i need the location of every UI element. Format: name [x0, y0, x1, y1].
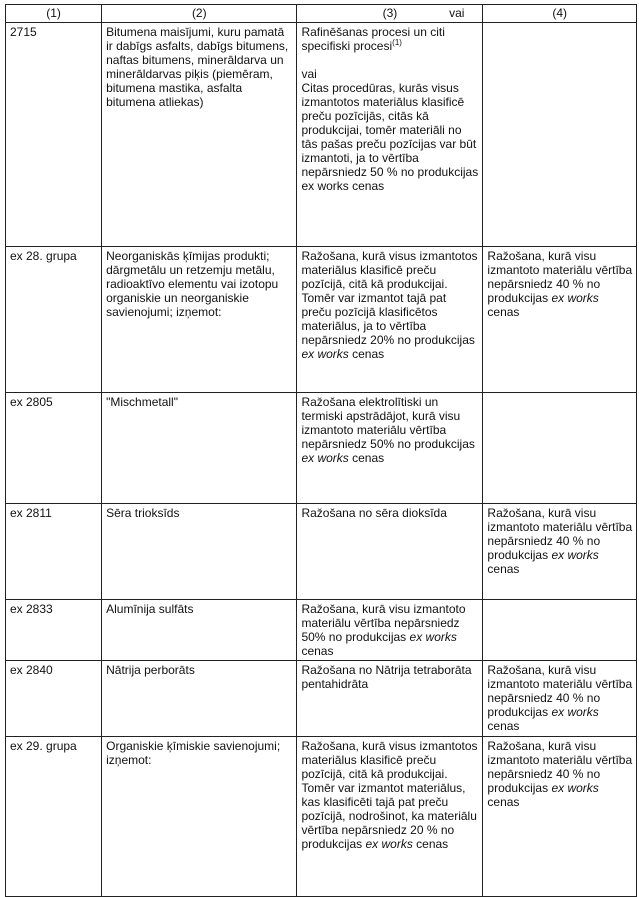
or-text: vai [301, 67, 317, 81]
col3-text: Ražošana, kurā visus izmantotos materiālus klasificē preču pozīcijā, citā kā produkcijai. Tomēr var izmantot tajā pat preču pozīcijā klasificētos materiālus, ja to vērtība nepārsniedz 20% no produkcijas [301, 249, 478, 347]
footnote-marker: (1) [392, 38, 402, 47]
description-text: Sēra trioksīds [106, 506, 180, 520]
code-text: ex 2811 [10, 506, 52, 520]
header-label: (4) [552, 6, 568, 20]
working-col3 [297, 600, 483, 661]
table-row [6, 393, 637, 504]
product-description [102, 504, 297, 600]
table-row [6, 600, 637, 661]
italic-text: ex works [551, 291, 599, 305]
working-col4 [483, 661, 637, 737]
header-row [6, 5, 637, 23]
product-description [102, 661, 297, 737]
code-text: ex 2840 [10, 663, 53, 677]
table-row [6, 737, 637, 897]
working-col4 [483, 247, 637, 393]
rules-table [5, 4, 637, 897]
italic-text: ex works [551, 781, 599, 795]
col3-text: Citas procedūras, kurās visus izmantotos materiālus klasificē preču pozīcijās, citās kā produkcijai, tomēr materiāli no tās pašas preču pozīcijas var būt izmantoti, ja to vērtība nepārsniedz 50 % no produkcijas ex works cenas [301, 81, 479, 193]
or-label: vai [449, 6, 465, 20]
col4-text: Ražošana, kurā visu izmantoto materiālu vērtība nepārsniedz 40 % no produkcijas [487, 739, 633, 795]
header-label: (2) [191, 6, 207, 20]
col3-text: Ražošana no Nātrija tetraborāta pentahidrāta [301, 663, 472, 691]
table-row [6, 661, 637, 737]
col3-text: Ražošana elektrolītiski un termiski apstrādājot, kurā visu izmantoto materiālu vērtība nepārsniedz 50% no produkcijas [301, 395, 475, 451]
header-label: (1) [46, 6, 61, 20]
header-col2 [102, 5, 297, 23]
product-description [102, 737, 297, 897]
working-col4 [483, 504, 637, 600]
description-text: Organiskie ķīmiskie savienojumi; izņemot: [106, 739, 281, 767]
italic-text: ex works [301, 451, 349, 465]
heading-code [6, 661, 102, 737]
col4-text: Ražošana, kurā visu izmantoto materiālu vērtība nepārsniedz 40 % no produkcijas [487, 249, 633, 305]
code-text: ex 2833 [10, 602, 53, 616]
col3-text: Ražošana, kurā visu izmantoto materiālu vērtība nepārsniedz 50% no produkcijas [301, 602, 466, 644]
col4-text: cenas [487, 305, 520, 319]
header-col1 [6, 5, 102, 23]
heading-code [6, 600, 102, 661]
col3-text: Ražošana, kurā visus izmantotos materiālus klasificē preču pozīcijā, citā kā produkcijai. Tomēr var izmantot materiālus, kas klasificēti tajā pat preču pozīcijā, nodrošinot, ka materiālu vērtība nepārsniedz 20 % no produkcijas [301, 739, 478, 851]
header-label: (3) [382, 6, 398, 20]
italic-text: ex works [409, 630, 457, 644]
col3-text: Ražošana no sēra dioksīda [301, 506, 447, 520]
italic-text: ex works [551, 548, 599, 562]
code-text: ex 2805 [10, 395, 53, 409]
product-description [102, 23, 297, 247]
product-description [102, 600, 297, 661]
description-text: Bitumena maisījumi, kuru pamatā ir dabīgs asfalts, dabīgs bitumens, naftas bitumens, minerāldarva un minerāldarvas piķis (piemēram, bitumena mastika, asfalta bitumena atliekas) [106, 25, 289, 109]
col4-text: cenas [487, 562, 520, 576]
col3-text: Rafinēšanas procesi un citi specifiski procesi [301, 25, 445, 53]
col3-text: cenas [348, 451, 385, 465]
italic-text: ex works [301, 347, 349, 361]
table-row [6, 23, 637, 247]
working-col3 [297, 393, 483, 504]
working-col3 [297, 247, 483, 393]
col4-text: cenas [487, 795, 520, 809]
description-text: Neorganiskās ķīmijas produkti; dārgmetālu un retzemju metālu, radioaktīvo elementu vai izotopu organiskie un neorganiskie savienojumi; izņemot: [106, 249, 279, 319]
heading-code [6, 247, 102, 393]
heading-code [6, 23, 102, 247]
italic-text: ex works [365, 837, 413, 851]
heading-code [6, 393, 102, 504]
header-col3 [297, 5, 483, 23]
col4-text: Ražošana, kurā visu izmantoto materiālu vērtība nepārsniedz 40 % no produkcijas [487, 506, 633, 562]
working-col3 [297, 504, 483, 600]
working-col4 [483, 600, 637, 661]
working-col4 [483, 393, 637, 504]
working-col3 [297, 23, 483, 247]
col3-text: cenas [301, 644, 334, 658]
working-col3 [297, 737, 483, 897]
italic-text: ex works [551, 705, 599, 719]
col3-text: cenas [412, 837, 449, 851]
working-col4 [483, 737, 637, 897]
code-text: ex 29. grupa [10, 739, 77, 753]
product-description [102, 393, 297, 504]
code-text: 2715 [10, 25, 37, 39]
description-text: Alumīnija sulfāts [106, 602, 194, 616]
table-row [6, 504, 637, 600]
code-text: ex 28. grupa [10, 249, 77, 263]
product-description [102, 247, 297, 393]
header-col4 [483, 5, 637, 23]
col3-text: cenas [348, 347, 385, 361]
heading-code [6, 504, 102, 600]
col4-text: cenas [487, 719, 520, 733]
table-row [6, 247, 637, 393]
heading-code [6, 737, 102, 897]
col4-text: Ražošana, kurā visu izmantoto materiālu vērtība nepārsniedz 40 % no produkcijas [487, 663, 633, 719]
description-text: "Mischmetall" [106, 395, 178, 409]
description-text: Nātrija perborāts [106, 663, 195, 677]
working-col3 [297, 661, 483, 737]
working-col4 [483, 23, 637, 247]
